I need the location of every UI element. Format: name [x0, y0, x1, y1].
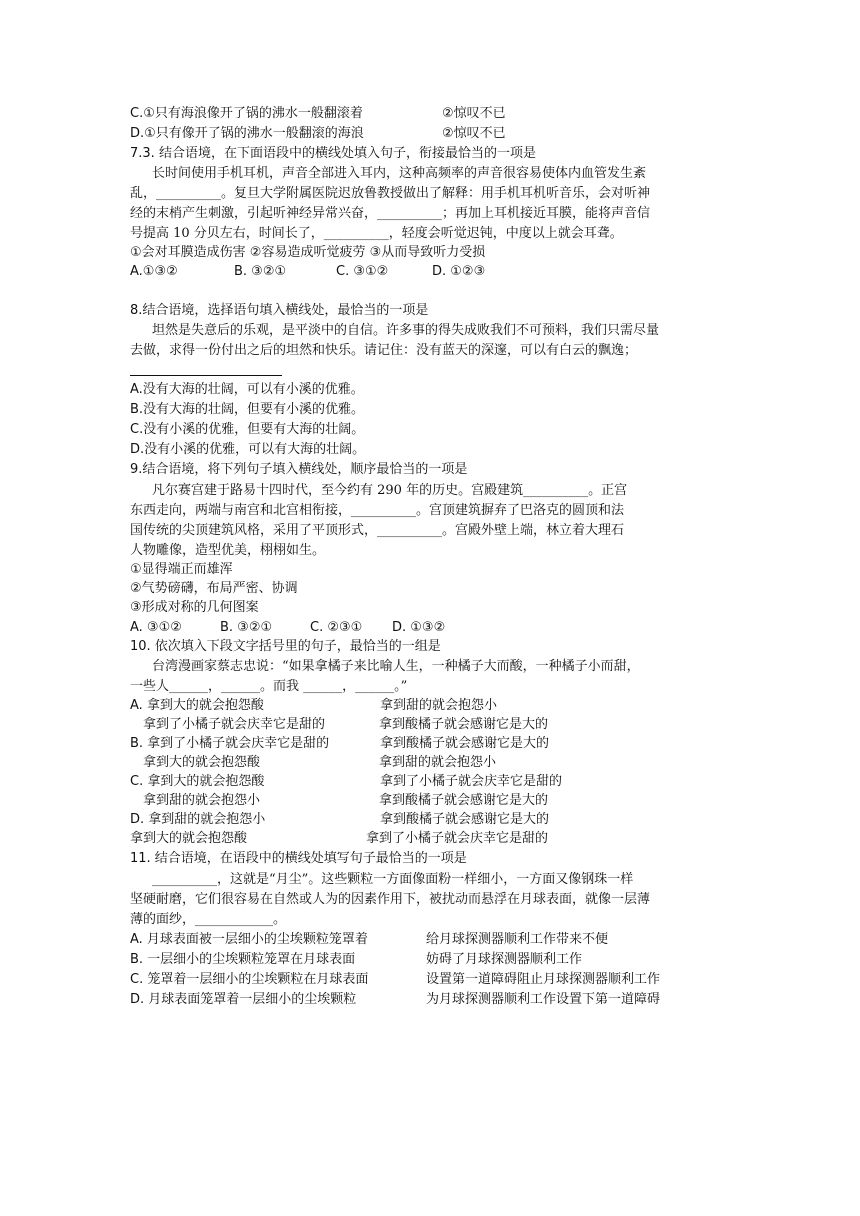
q9-passage-line-2: 东西走向，两端与南宫和北宫相衔接，__________。宫顶建筑摒弃了巴洛克的圆顶和法 — [130, 503, 625, 518]
q9-answer-d: D. ①③② — [392, 620, 446, 635]
q11-option-b-part1: B. 一层细小的尘埃颗粒笼罩在月球表面 — [130, 952, 356, 967]
q10-option-a-part2: 拿到甜的就会抱怨小 — [380, 698, 498, 713]
q11-stem: 11. 结合语境，在语段中的横线处填写句子最恰当的一项是 — [130, 851, 467, 866]
q7-passage-line-1: 长时间使用手机耳机，声音全部进入耳内，这种高频率的声音很容易使体内血管发生紊 — [152, 166, 647, 181]
q9-choice-3: ③形成对称的几何图案 — [130, 600, 259, 615]
q7-passage-line-4: 号提高 10 分贝左右，时间长了，__________，轻度会听觉迟钝，中度以上就会耳聋。 — [130, 226, 623, 241]
q11-passage-line-1: __________，这就是“月尘”。这些颗粒一方面像面粉一样细小，一方面又像钢珠一样 — [152, 872, 634, 887]
q8-option-c: C.没有小溪的优雅，但要有大海的壮阔。 — [130, 422, 365, 437]
q8-stem: 8.结合语境，选择语句填入横线处，最恰当的一项是 — [130, 303, 429, 318]
q9-passage-line-3: 国传统的尖顶建筑风格，采用了平顶形式，__________。宫殿外壁上端，林立着大理石 — [130, 523, 625, 538]
q11-passage-line-2: 坚硬耐磨，它们很容易在自然或人为的因素作用下，被扰动而悬浮在月球表面，就像一层薄 — [130, 892, 651, 907]
q11-option-b — [130, 951, 583, 969]
q10-option-b-part1: B. 拿到了小橘子就会庆幸它是甜的 — [130, 736, 330, 751]
q10-option-d-part2: 拿到酸橘子就会感谢它是大的 — [380, 812, 550, 827]
q11-passage-line-3: 薄的面纱，____________。 — [130, 912, 287, 927]
q10-option-c-line-2 — [143, 792, 549, 810]
q10-option-d-part1: D. 拿到甜的就会抱怨小 — [130, 812, 266, 827]
q10-option-a-line-1 — [130, 697, 498, 715]
q7-choices: ①会对耳膜造成伤害 ②容易造成听觉疲劳 ③从而导致听力受损 — [130, 245, 486, 260]
q10-option-d-part4: 拿到了小橘子就会庆幸它是甜的 — [366, 831, 549, 846]
q7-answer-d: D. ①②③ — [432, 264, 486, 279]
q10-option-d-part3: 拿到大的就会抱怨酸 — [130, 831, 248, 846]
q8-passage-line-2: 去做，求得一份付出之后的坦然和快乐。请记住：没有蓝天的深邃，可以有白云的飘逸； — [130, 343, 638, 358]
q10-option-c-part2: 拿到了小橘子就会庆幸它是甜的 — [380, 774, 563, 789]
q10-option-a-part3: 拿到了小橘子就会庆幸它是甜的 — [143, 717, 326, 732]
q8-option-b: B.没有大海的壮阔，但要有小溪的优雅。 — [130, 402, 365, 417]
q7-passage-line-2: 乱，__________。复旦大学附属医院迟放鲁教授做出了解释：用手机耳机听音乐，会对听神 — [130, 186, 651, 201]
q10-option-a-line-2 — [143, 716, 549, 734]
q9-choice-1: ①显得端正而雄浑 — [130, 562, 233, 577]
q10-option-c-line-1 — [130, 773, 563, 791]
q7-passage-line-3: 经的末梢产生刺激，引起听神经异常兴奋，__________；再加上耳机接近耳膜，能将声音信 — [130, 206, 651, 221]
q6-option-c-part1: C.①只有海浪像开了锅的沸水一般翻滚着 — [130, 106, 363, 121]
q9-answers — [130, 619, 446, 637]
q10-option-b-line-1 — [130, 735, 550, 753]
q8-option-d: D.没有小溪的优雅，可以有大海的壮阔。 — [130, 442, 366, 457]
q10-option-a-part4: 拿到酸橘子就会感谢它是大的 — [379, 717, 549, 732]
q10-option-c-part3: 拿到甜的就会抱怨小 — [143, 793, 261, 808]
q8-option-a: A.没有大海的壮阔，可以有小溪的优雅。 — [130, 382, 364, 397]
q6-option-d — [130, 125, 506, 143]
q8-answer-blank — [130, 375, 282, 376]
q11-option-c — [130, 971, 661, 989]
q7-answers — [130, 263, 486, 281]
q10-option-c-part1: C. 拿到大的就会抱怨酸 — [130, 774, 265, 789]
q11-option-b-part2: 妨碍了月球探测器顺利工作 — [426, 952, 583, 967]
q10-option-b-line-2 — [143, 754, 497, 772]
q11-option-c-part2: 设置第一道障碍阻止月球探测器顺利工作 — [426, 972, 661, 987]
q10-option-b-part3: 拿到大的就会抱怨酸 — [143, 755, 261, 770]
q10-passage-line-2: 一些人______，______。而我 ______，______。” — [130, 679, 408, 694]
q10-option-b-part4: 拿到甜的就会抱怨小 — [379, 755, 497, 770]
q11-option-a — [130, 931, 609, 949]
q11-option-d — [130, 991, 661, 1009]
q9-passage-line-1: 凡尔赛宫建于路易十四时代，至今约有 290 年的历史。宫殿建筑__________。正宫 — [152, 483, 628, 498]
q9-stem: 9.结合语境，将下列句子填入横线处，顺序最恰当的一项是 — [130, 462, 468, 477]
q10-option-c-part4: 拿到酸橘子就会感谢它是大的 — [379, 793, 549, 808]
q9-answer-b: B. ③②① — [220, 620, 273, 635]
q11-option-c-part1: C. 笼罩着一层细小的尘埃颗粒在月球表面 — [130, 972, 369, 987]
q11-option-d-part1: D. 月球表面笼罩着一层细小的尘埃颗粒 — [130, 992, 357, 1007]
q7-answer-b: B. ③②① — [234, 264, 287, 279]
q7-stem: 7.3. 结合语境，在下面语段中的横线处填入句子，衔接最恰当的一项是 — [130, 146, 536, 161]
q10-passage-line-1: 台湾漫画家蔡志忠说：“如果拿橘子来比喻人生，一种橘子大而酸，一种橘子小而甜， — [152, 659, 640, 674]
q10-option-d-line-1 — [130, 811, 550, 829]
q11-option-a-part2: 给月球探测器顺利工作带来不便 — [426, 932, 609, 947]
q8-passage-line-1: 坦然是失意后的乐观，是平淡中的自信。许多事的得失成败我们不可预料，我们只需尽量 — [152, 323, 660, 338]
q10-option-a-part1: A. 拿到大的就会抱怨酸 — [130, 698, 264, 713]
q9-answer-c: C. ②③① — [310, 620, 363, 635]
q7-answer-a: A.①③② — [130, 264, 178, 279]
q11-option-a-part1: A. 月球表面被一层细小的尘埃颗粒笼罩着 — [130, 932, 368, 947]
q10-stem: 10. 依次填入下段文字括号里的句子，最恰当的一组是 — [130, 639, 441, 654]
q6-option-c-part2: ②惊叹不已 — [442, 106, 506, 121]
q6-option-c — [130, 105, 506, 123]
q6-option-d-part2: ②惊叹不已 — [442, 126, 506, 141]
q9-passage-line-4: 人物雕像，造型优美，栩栩如生。 — [130, 543, 326, 558]
q10-option-b-part2: 拿到酸橘子就会感谢它是大的 — [380, 736, 550, 751]
q6-option-d-part1: D.①只有像开了锅的沸水一般翻滚的海浪 — [130, 126, 364, 141]
q7-answer-c: C. ③①② — [336, 264, 389, 279]
q9-choice-2: ②气势磅礴，布局严密、协调 — [130, 581, 298, 596]
q10-option-d-line-2 — [130, 830, 549, 848]
q9-answer-a: A. ③①② — [130, 620, 182, 635]
q11-option-d-part2: 为月球探测器顺利工作设置下第一道障碍 — [426, 992, 661, 1007]
